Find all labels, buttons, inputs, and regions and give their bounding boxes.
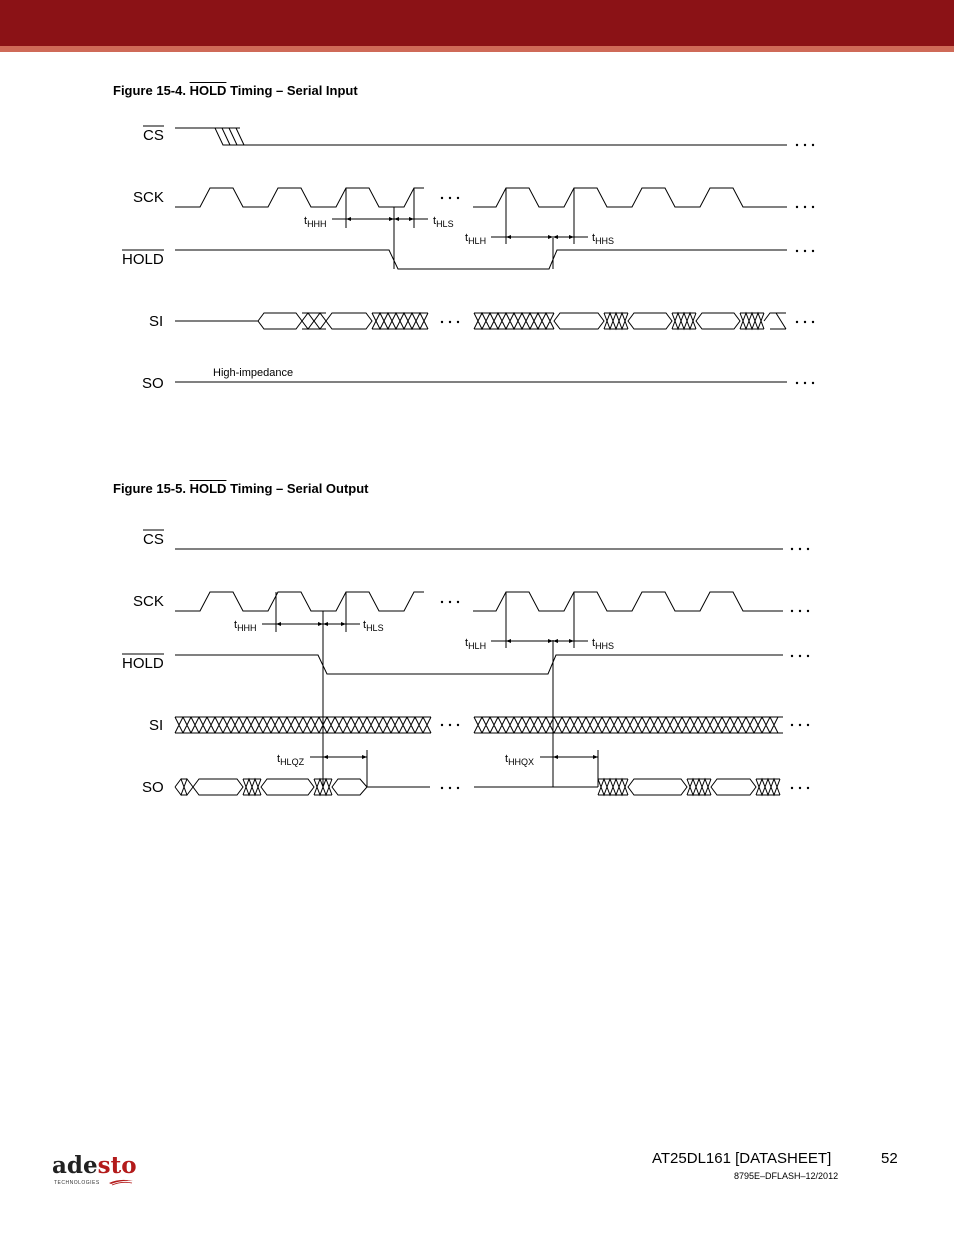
figure-number: Figure 15-5. bbox=[113, 481, 186, 496]
thhh-label: tHHH bbox=[304, 215, 327, 229]
thhqx-label: tHHQX bbox=[505, 753, 535, 767]
figure-15-5-caption bbox=[113, 481, 369, 496]
sck-waveform-2 bbox=[473, 592, 783, 611]
hold-overline-label: HOLD bbox=[189, 83, 227, 98]
so-waveform bbox=[175, 779, 780, 795]
hold-label: HOLD bbox=[122, 251, 164, 268]
so-label: SO bbox=[142, 779, 164, 796]
sck-waveform-1 bbox=[175, 188, 424, 207]
sck-waveform-1 bbox=[175, 592, 424, 611]
high-impedance-note: High-impedance bbox=[213, 367, 294, 379]
thlh-label: tHLH bbox=[465, 637, 487, 651]
sck-label: SCK bbox=[133, 593, 164, 610]
thls-label: tHLS bbox=[433, 215, 454, 229]
hold-waveform bbox=[175, 250, 787, 269]
cs-waveform bbox=[175, 128, 787, 145]
thhs-label: tHHS bbox=[592, 232, 615, 246]
thlqz-label: tHLQZ bbox=[277, 753, 305, 767]
figure-title: Timing – Serial Input bbox=[230, 83, 358, 98]
footer-title: AT25DL161 [DATASHEET] bbox=[652, 1150, 832, 1167]
hold-label: HOLD bbox=[122, 655, 164, 672]
adesto-logo bbox=[52, 1152, 142, 1192]
si-label: SI bbox=[149, 313, 164, 330]
si-waveform bbox=[175, 313, 786, 329]
figure-15-4-diagram bbox=[0, 0, 954, 425]
page-number: 52 bbox=[881, 1150, 898, 1167]
hold-overline-label: HOLD bbox=[189, 481, 227, 496]
sck-label: SCK bbox=[133, 189, 164, 206]
logo-subtitle: TECHNOLOGIES bbox=[54, 1180, 100, 1186]
cs-label: CS bbox=[143, 531, 164, 548]
thhs-label: tHHS bbox=[592, 637, 615, 651]
document-code: 8795E–DFLASH–12/2012 bbox=[734, 1171, 839, 1181]
thls-label: tHLS bbox=[363, 619, 384, 633]
si-waveform bbox=[175, 717, 783, 733]
cs-label: CS bbox=[143, 127, 164, 144]
si-label: SI bbox=[149, 717, 164, 734]
thlh-label: tHLH bbox=[465, 232, 487, 246]
thhh-label: tHHH bbox=[234, 619, 257, 633]
sck-waveform-2 bbox=[473, 188, 787, 207]
logo-wordmark: adesto bbox=[52, 1152, 137, 1179]
hold-waveform bbox=[175, 655, 783, 674]
figure-number: Figure 15-4. bbox=[113, 83, 186, 98]
figure-15-5-diagram bbox=[0, 500, 954, 825]
so-label: SO bbox=[142, 375, 164, 392]
figure-title: Timing – Serial Output bbox=[230, 481, 369, 496]
logo-swoosh-icon bbox=[108, 1178, 134, 1186]
